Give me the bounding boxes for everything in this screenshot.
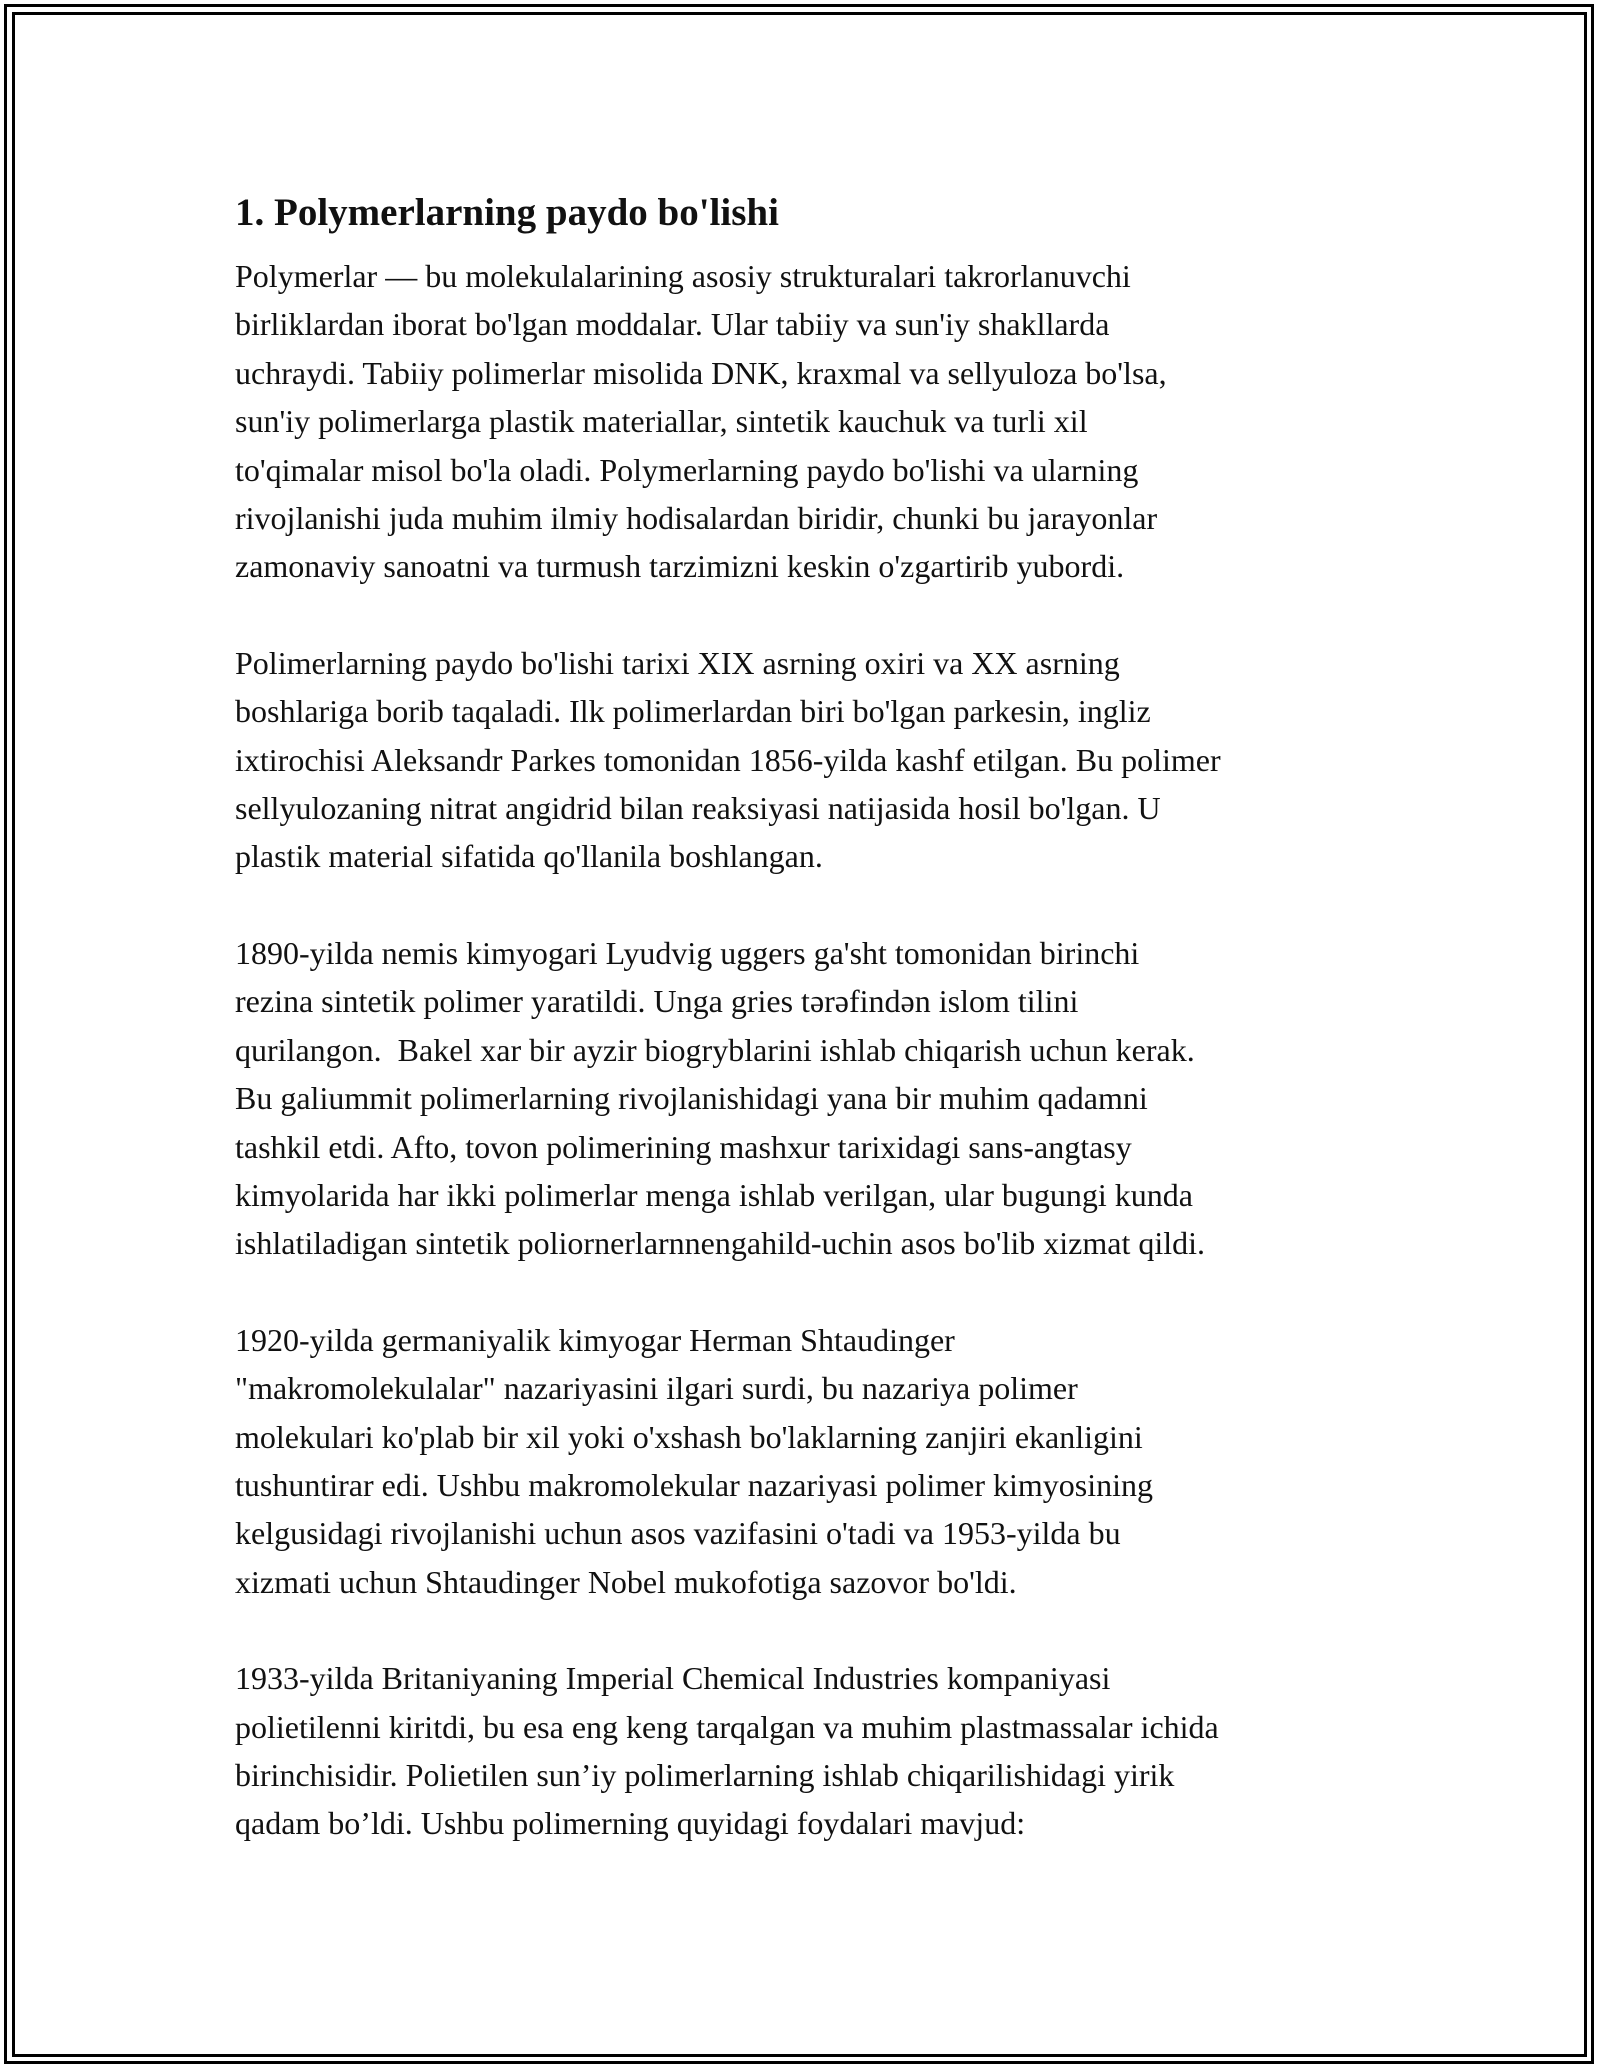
paragraph-line: ixtirochisi Aleksandr Parkes tomonidan 1856-yilda kashf etilgan. Bu polimer [235, 741, 1221, 778]
paragraph-line: boshlariga borib taqaladi. Ilk polimerlardan biri bo'lgan parkesin, ingliz [235, 693, 1151, 730]
paragraph-line: sellyulozaning nitrat angidrid bilan reaksiyasi natijasida hosil bo'lgan. U [235, 790, 1161, 827]
paragraph-1920 [235, 1316, 1375, 1606]
document-content [235, 185, 1375, 1896]
paragraph-line: to'qimalar misol bo'la oladi. Polymerlarning paydo bo'lishi va ularning [235, 451, 1139, 488]
paragraph-line: Bu galiummit polimerlarning rivojlanishidagi yana bir muhim qadamni [235, 1080, 1148, 1117]
paragraph-line: Polimerlarning paydo bo'lishi tarixi XIX asrning oxiri va XX asrning [235, 644, 1120, 681]
paragraph-line: kimyolarida har ikki polimerlar menga ishlab verilgan, ular bugungi kunda [235, 1176, 1193, 1213]
paragraph-1933 [235, 1654, 1375, 1848]
paragraph-line: uchraydi. Tabiiy polimerlar misolida DNK, kraxmal va sellyuloza bo'lsa, [235, 354, 1167, 391]
paragraph-line: 1890-yilda nemis kimyogari Lyudvig uggers ga'sht tomonidan birinchi [235, 934, 1140, 971]
paragraph-line: qadam bo’ldi. Ushbu polimerning quyidagi foydalari mavjud: [235, 1805, 1026, 1842]
paragraph-line: Polymerlar — bu molekulalarining asosiy strukturalari takrorlanuvchi [235, 258, 1131, 294]
paragraph-line: rivojlanishi juda muhim ilmiy hodisalardan biridir, chunki bu jarayonlar [235, 500, 1158, 537]
paragraph-line: xizmati uchun Shtaudinger Nobel mukofotiga sazovor bo'ldi. [235, 1563, 1017, 1600]
paragraph-line: ishlatiladigan sintetik poliornerlarnnengahild-uchin asos bo'lib xizmat qildi. [235, 1225, 1206, 1262]
paragraph-line: tushuntirar edi. Ushbu makromolekular nazariyasi polimer kimyosining [235, 1466, 1154, 1503]
paragraph-line: 1933-yilda Britaniyaning Imperial Chemical Industries kompaniyasi [235, 1660, 1111, 1697]
paragraph-line: 1920-yilda germaniyalik kimyogar Herman Shtaudinger [235, 1321, 955, 1358]
paragraph-line: "makromolekulalar" nazariyasini ilgari surdi, bu nazariya polimer [235, 1370, 1078, 1407]
paragraph-line: birliklardan iborat bo'lgan moddalar. Ular tabiiy va sun'iy shakllarda [235, 306, 1110, 343]
paragraph-history [235, 639, 1375, 881]
paragraph-line: plastik material sifatida qo'llanila boshlangan. [235, 838, 823, 875]
paragraph-intro [235, 252, 1375, 591]
paragraph-line: tashkil etdi. Afto, tovon polimerining mashxur tarixidagi sans-angtasy [235, 1128, 1132, 1165]
paragraph-line: qurilangon. Bakel xar bir ayzir biogryblarini ishlab chiqarish uchun kerak. [235, 1031, 1195, 1068]
paragraph-line: kelgusidagi rivojlanishi uchun asos vazifasini o'tadi va 1953-yilda bu [235, 1515, 1121, 1552]
paragraph-line: zamonaviy sanoatni va turmush tarzimizni keskin o'zgartirib yubordi. [235, 548, 1125, 585]
paragraph-line: polietilenni kiritdi, bu esa eng keng tarqalgan va muhim plastmassalar ichida [235, 1708, 1219, 1745]
paragraph-line: sun'iy polimerlarga plastik materiallar, sintetik kauchuk va turli xil [235, 403, 1088, 440]
paragraph-1890 [235, 929, 1375, 1268]
section-heading: 1. Polymerlarning paydo bo'lishi [235, 191, 779, 234]
paragraph-line: molekulari ko'plab bir xil yoki o'xshash bo'laklarning zanjiri ekanligini [235, 1418, 1143, 1455]
paragraph-line: birinchisidir. Polietilen sun’iy polimerlarning ishlab chiqarilishidagi yirik [235, 1756, 1175, 1793]
paragraph-line: rezina sintetik polimer yaratildi. Unga gries tərəfindən islom tilini [235, 983, 1079, 1020]
